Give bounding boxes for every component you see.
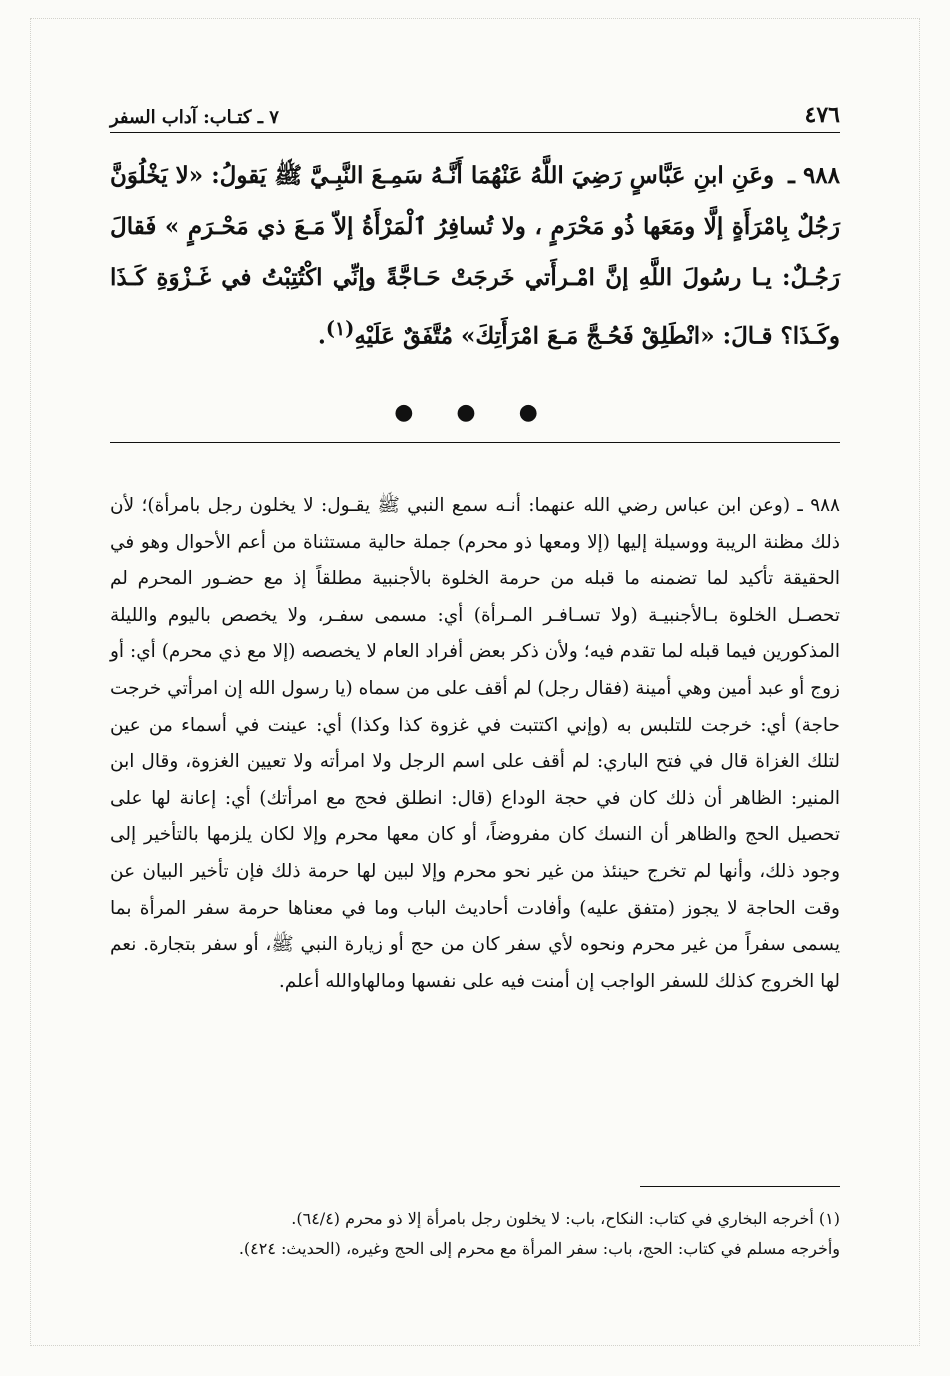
page-number: ٤٧٦ [804,102,840,128]
chapter-title: ٧ ـ كتـاب: آداب السفر [110,107,279,128]
footnote-divider [640,1186,840,1187]
footnote-line: وأخرجه مسلم في كتاب: الحج، باب: سفر المرأة مع محرم إلى الحج وغيره، (الحديث: ٤٢٤). [238,1239,840,1258]
hadith-end: . [317,322,326,350]
hadith-text-block [110,150,840,362]
commentary-paragraph: ٩٨٨ ـ (وعن ابن عباس رضي الله عنهما: أنـه سمع النبي ﷺ يقـول: لا يخلون رجل بامرأة)؛ لأن ذلك مظنة الريبة ووسيلة إليها (إلا ومعها ذو محرم) جملة حالية مستثناة من أعم الأحوال وهو في الحقيقة تأكيد لما تضمنه ما قبله من حرمة الخلوة بالأجنبية مطلقاً إذ مع حضـور المحرم لم تحصـل الخلوة بـالأجنبيـة (ولا تسـافـر المـرأة) أي: مسمى سفـر، ولا يخصص باليوم والليلة المذكورين فيما قبله لما تقدم فيه؛ ولأن ذكر بعض أفراد العام لا يخصصه (إلا مع ذي محرم) أي: أو زوج أو عبد أمين وهي أمينة (فقال رجل) لم أقف على من سماه (يا رسول الله إن امرأتي خرجت حاجة) أي: خرجت للتلبس به (وإني اكتتبت في غزوة كذا وكذا) أي: عينت في أسماء من عين لتلك الغزاة قال في فتح الباري: لم أقف على اسم الرجل ولا امرأته ولا تعيين الغزوة، وقال ابن المنير: الظاهر أن ذلك كان في حجة الوداع (قال: انطلق فحج مع امرأتك) أي: إعانة لها على تحصيل الحج والظاهر أن النسك كان مفروضاً، أو كان معها محرم وإلا لكان يلزمها بالتأخير إلى وجود ذلك، وأنها لم تخرج حينئذ من غير نحو محرم وإلا لبين لها حرمة ذلك فإن تأخير البيان عن وقت الحاجة لا يجوز (متفق عليه) وأفادت أحاديث الباب وما في معناها حرمة سفر المرأة بما يسمى سفراً من غير محرم ونحوه لأي سفر كان من حج أو زيارة النبي ﷺ، أو سفر بتجارة. نعم لها الخروج كذلك للسفر الواجب إن أمنت فيه على نفسها ومالهاوالله أعلم. [110,495,840,992]
section-divider [110,442,840,443]
hadith-text: وعَنِ ابنِ عَبَّاسٍ رَضِيَ اللَّهُ عَنْهُمَا أَنَّـهُ سَمِـعَ النَّبِـيَّ ﷺ يَقولُ: «لا يَخْلُوَنَّ رَجُلٌ بِامْرَأَةٍ إلَّا ومَعَها ذُو مَحْرَمٍ ، ولا تُسافِرُ ٱلْمَرْأَةُ إلاّ مَـعَ ذي مَحْـرَمٍ » فَقالَ رَجُـلٌ: يـا رسُولَ اللَّهِ إنَّ امْـرأَتي خَرجَتْ حَـاجَّةً وإنِّي اكْتُتِبْتُ في غَـزْوَةِ كَـذَا وكَـذَا؟ قـالَ: «انْطَلِقْ فَحُـجَّ مَـعَ امْرَأَتِكَ» مُتَّفَقٌ عَلَيْهِ [110,162,840,350]
page-header [110,94,840,128]
footnote-line: (١) أخرجه البخاري في كتاب: النكاح، باب: لا يخلون رجل بامرأة إلا ذو محرم (٦٤/٤). [291,1209,840,1228]
header-divider [110,132,840,133]
footnote-marker[interactable]: (١) [325,317,355,340]
hadith-number: ٩٨٨ ـ [788,162,841,189]
section-ornament: ● ● ● [394,400,556,425]
footnotes [110,1204,840,1264]
commentary-block [110,488,840,1000]
